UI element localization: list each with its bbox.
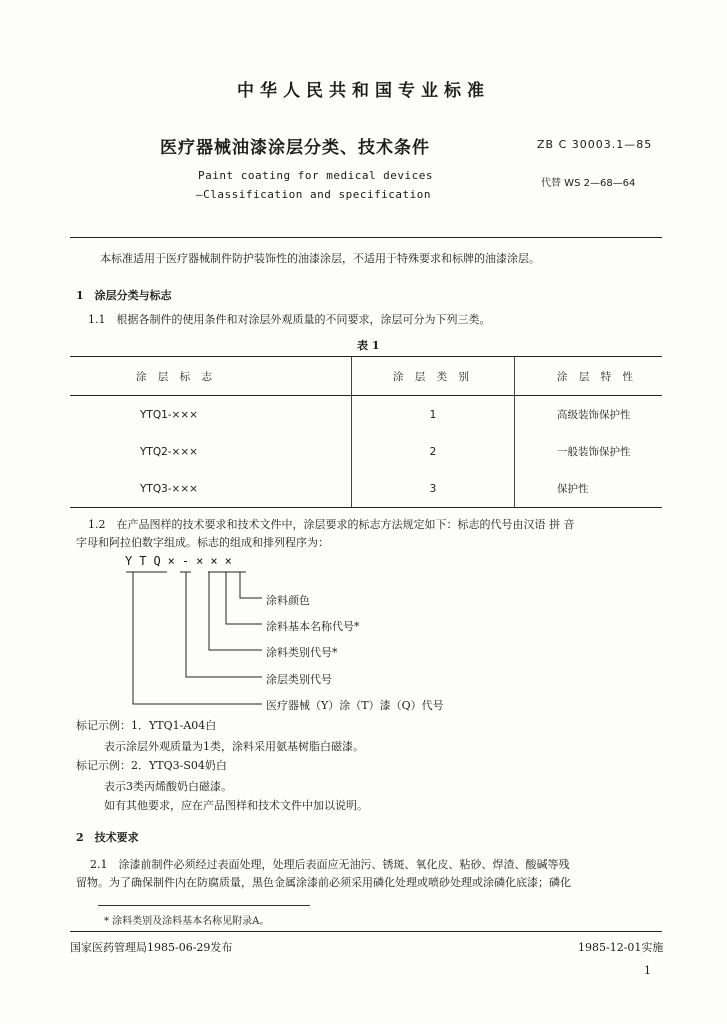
section-1-heading: 1 涂层分类与标志 — [76, 289, 172, 302]
table-cell: 2 — [352, 433, 515, 470]
clause-2-1-line-2: 留物。为了确保制件内在防腐质量，黑色金属涂漆前必须采用磷化处理或喷砂处理或涂磷化底漆；磷化 — [76, 876, 571, 889]
clause-2-1-line-1: 2.1 涂漆前制件必须经过表面处理，处理后表面应无油污、锈斑、氧化皮、粘砂、焊渣、酸碱等残 — [90, 858, 570, 871]
english-title-line-2: —Classification and specification — [196, 188, 432, 201]
table-cell: 1 — [352, 396, 515, 434]
note-paragraph: 如有其他要求，应在产品图样和技术文件中加以说明。 — [104, 799, 368, 812]
document-title: 医疗器械油漆涂层分类、技术条件 — [160, 138, 430, 158]
footnote-divider — [98, 905, 310, 906]
table-cell: 一般装饰保护性 — [515, 433, 663, 470]
issue-info: 国家医药管理局1985-06-29发布 — [70, 941, 233, 954]
table-header-cell: 涂 层 类 别 — [352, 357, 515, 396]
national-standard-header: 中华人民共和国专业标准 — [237, 81, 490, 101]
english-title-line-1: Paint coating for medical devices — [198, 169, 434, 182]
legend-device-code: 医疗器械（Y）涂（T）漆（Q）代号 — [266, 699, 444, 712]
table-header-cell: 涂 层 特 性 — [515, 357, 663, 396]
table-cell: 保护性 — [515, 470, 663, 508]
table-header-cell: 涂 层 标 志 — [70, 357, 352, 396]
page-number: 1 — [644, 964, 651, 977]
table-cell: 高级装饰保护性 — [515, 396, 663, 434]
code-pattern: YTQ×-××× — [125, 554, 239, 568]
example-2-description: 表示3类丙烯酸奶白磁漆。 — [104, 780, 232, 793]
legend-paint-color: 涂料颜色 — [266, 594, 310, 607]
legend-paint-name-code: 涂料基本名称代号* — [266, 620, 360, 633]
replaces-standard: 代替 WS 2—68—64 — [541, 178, 636, 189]
table-title: 表 1 — [357, 339, 380, 352]
footnote: * 涂料类别及涂料基本名称见附录A。 — [104, 916, 270, 927]
clause-1-2-line-1: 1.2 在产品图样的技术要求和技术文件中，涂层要求的标志方法规定如下：标志的代号由汉语 拼 音 — [88, 518, 575, 531]
section-2-heading: 2 技术要求 — [76, 831, 139, 844]
footer-divider — [70, 931, 662, 932]
example-1-description: 表示涂层外观质量为1类，涂料采用氨基树脂白磁漆。 — [104, 740, 364, 753]
example-1-label: 标记示例：1．YTQ1-A04白 — [76, 719, 217, 732]
table-cell: 3 — [352, 470, 515, 508]
scope-paragraph: 本标准适用于医疗器械制件防护装饰性的油漆涂层，不适用于特殊要求和标牌的油漆涂层。 — [100, 252, 540, 265]
clause-1-2-line-2: 字母和阿拉伯数字组成。标志的组成和排列程序为： — [76, 536, 329, 549]
table-cell: YTQ3-××× — [70, 470, 352, 508]
legend-paint-category-code: 涂料类别代号* — [266, 646, 338, 659]
clause-1-1: 1.1 根据各制件的使用条件和对涂层外观质量的不同要求，涂层可分为下列三类。 — [88, 313, 491, 326]
legend-coating-category-code: 涂层类别代号 — [266, 673, 332, 686]
table-cell: YTQ1-××× — [140, 408, 198, 421]
example-2-label: 标记示例：2．YTQ3-S04奶白 — [76, 759, 227, 772]
standard-code: ZB C 30003.1—85 — [537, 138, 653, 151]
effective-date: 1985-12-01实施 — [578, 941, 664, 954]
table-cell: YTQ2-××× — [140, 445, 198, 458]
